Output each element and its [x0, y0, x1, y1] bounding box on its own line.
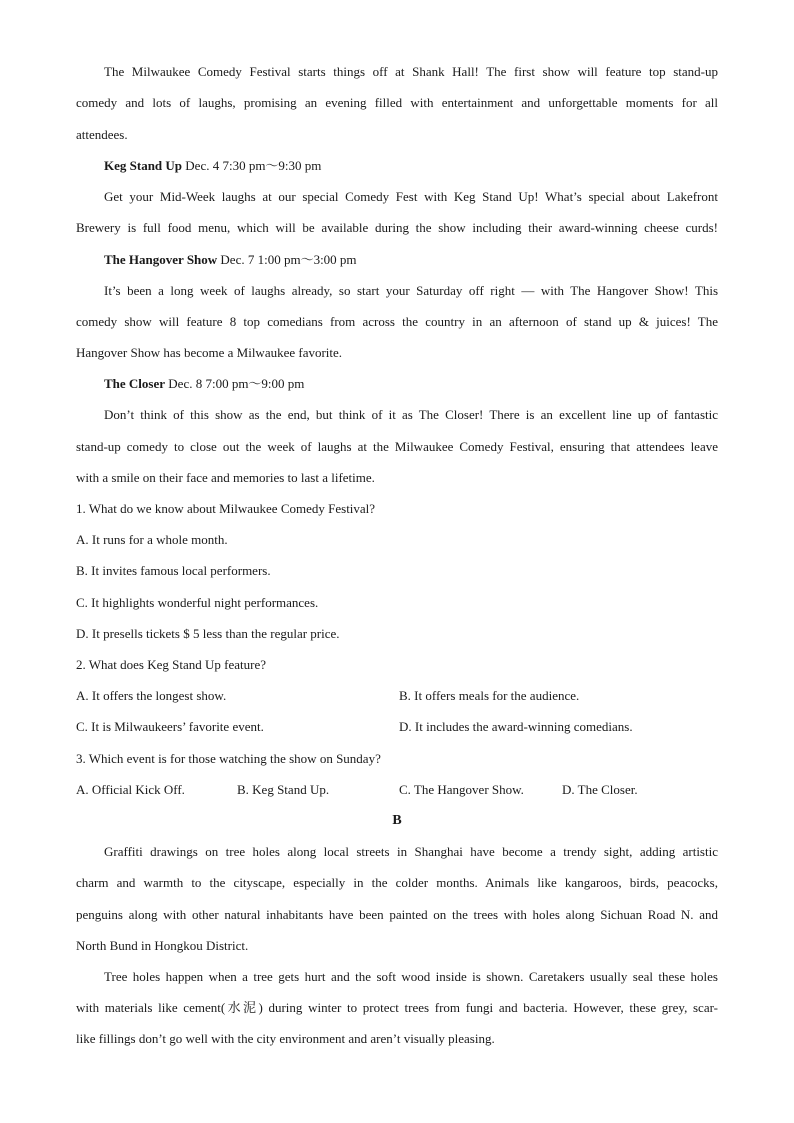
event-time: Dec. 8 7:00 pm～9:00 pm — [168, 376, 305, 391]
event-name: Keg Stand Up — [104, 158, 183, 173]
event-time: Dec. 7 1:00 pm～3:00 pm — [220, 252, 357, 267]
question-option: D. It includes the award-winning comedians. — [399, 719, 633, 734]
question-option: C. It highlights wonderful night performances. — [76, 595, 319, 610]
paragraph-line: charm and warmth to the cityscape, especially in the colder months. Animals like kangaroos, birds, peacocks, — [76, 875, 718, 890]
paragraph-line: Tree holes happen when a tree gets hurt and the soft wood inside is shown. Caretakers usually seal these holes — [104, 969, 718, 984]
event-line: Brewery is full food menu, which will be available during the show including their award-winning cheese curds! — [76, 220, 718, 235]
paragraph-line: Graffiti drawings on tree holes along local streets in Shanghai have become a trendy sight, adding artistic — [104, 844, 718, 859]
question-option: B. It invites famous local performers. — [76, 563, 271, 578]
paragraph-line: penguins along with other natural inhabitants have been painted on the trees with holes along Sichuan Road N. and — [76, 907, 718, 922]
paragraph-line: like fillings don’t go well with the city environment and aren’t visually pleasing. — [76, 1031, 495, 1046]
intro-line-1: The Milwaukee Comedy Festival starts things off at Shank Hall! The first show will feature top stand-up — [104, 64, 718, 79]
intro-line-3: attendees. — [76, 127, 128, 142]
event-heading-hangover-show — [104, 252, 357, 268]
section-heading: B — [392, 813, 402, 828]
question-option: B. It offers meals for the audience. — [399, 688, 580, 703]
question-stem: 1. What do we know about Milwaukee Comedy Festival? — [76, 501, 376, 516]
question-option: A. It offers the longest show. — [76, 688, 227, 703]
event-heading-keg-stand-up — [104, 158, 321, 174]
question-option: A. Official Kick Off. — [76, 782, 185, 797]
event-line: comedy show will feature 8 top comedians from across the country in an afternoon of stand up & juices! The — [76, 314, 718, 329]
event-line: It’s been a long week of laughs already, so start your Saturday off right — with The Hangover Show! This — [104, 283, 718, 298]
event-line: with a smile on their face and memories to last a lifetime. — [76, 470, 375, 485]
event-line: stand-up comedy to close out the week of laughs at the Milwaukee Comedy Festival, ensuring that attendees leave — [76, 439, 718, 454]
question-stem: 2. What does Keg Stand Up feature? — [76, 657, 267, 672]
event-line: Don’t think of this show as the end, but think of it as The Closer! There is an excellent line up of fantastic — [104, 407, 718, 422]
question-option: B. Keg Stand Up. — [237, 782, 330, 797]
question-option: D. The Closer. — [562, 782, 638, 797]
paragraph-line: North Bund in Hongkou District. — [76, 938, 249, 953]
paragraph-line: with materials like cement(水泥) during winter to protect trees from fungi and bacteria. However, these grey, scar- — [76, 1000, 718, 1015]
question-option: C. It is Milwaukeers’ favorite event. — [76, 719, 264, 734]
question-option: C. The Hangover Show. — [399, 782, 524, 797]
question-option: D. It presells tickets $ 5 less than the regular price. — [76, 626, 340, 641]
intro-line-2: comedy and lots of laughs, promising an evening filled with entertainment and unforgettable moments for all — [76, 95, 718, 110]
event-name: The Closer — [104, 376, 166, 391]
event-line: Get your Mid-Week laughs at our special Comedy Fest with Keg Stand Up! What’s special about Lakefront — [104, 189, 718, 204]
event-name: The Hangover Show — [104, 252, 218, 267]
question-stem: 3. Which event is for those watching the show on Sunday? — [76, 751, 381, 766]
event-line: Hangover Show has become a Milwaukee favorite. — [76, 345, 343, 360]
question-option: A. It runs for a whole month. — [76, 532, 228, 547]
event-heading-the-closer — [104, 376, 304, 392]
event-time: Dec. 4 7:30 pm～9:30 pm — [185, 158, 322, 173]
